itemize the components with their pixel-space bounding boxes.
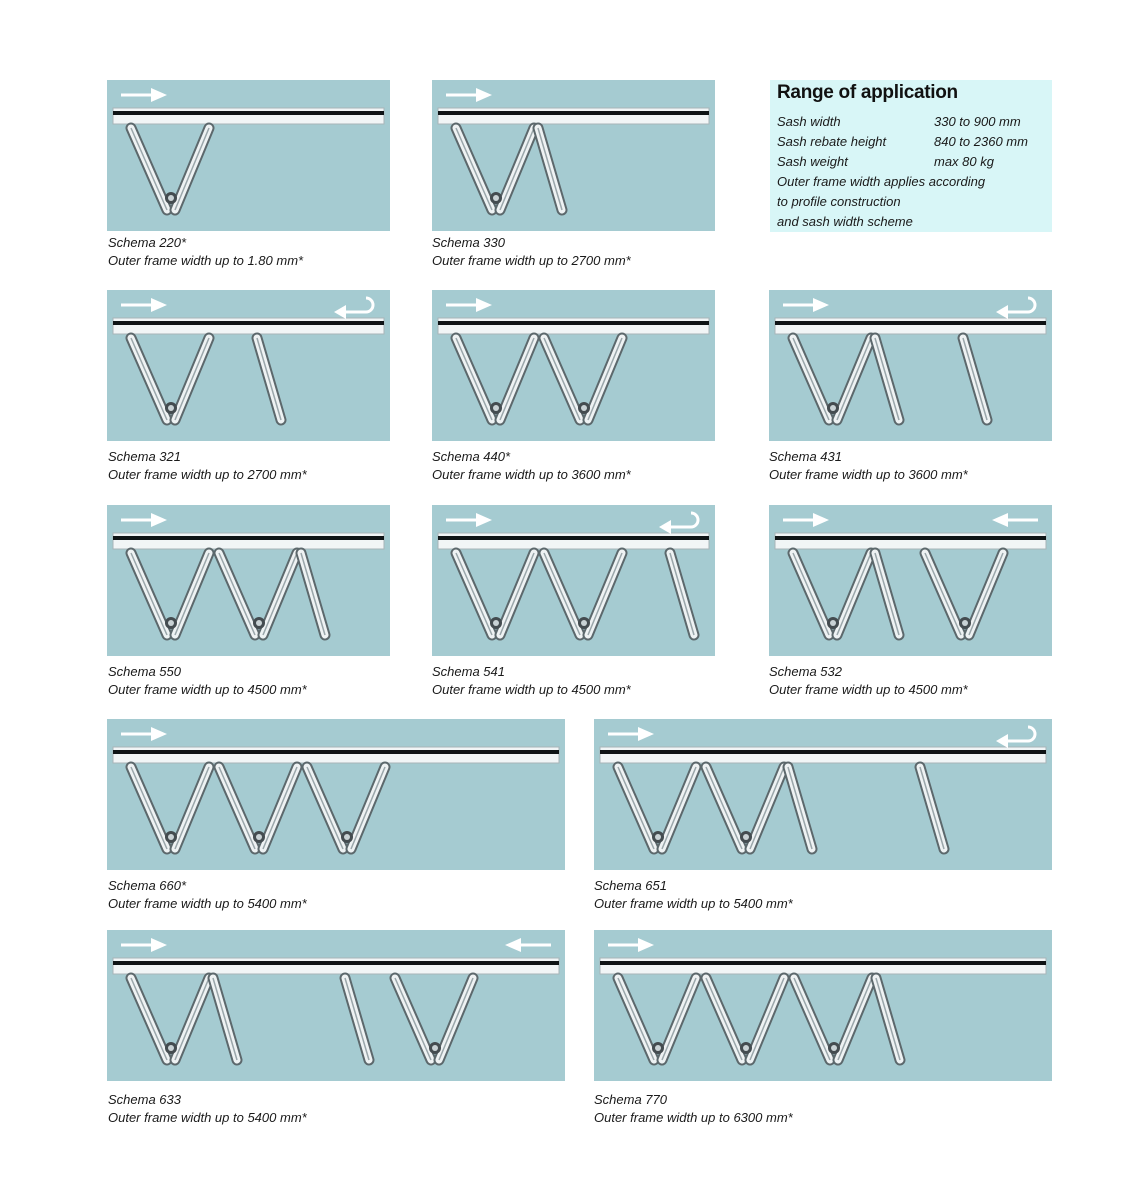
range-value: 840 to 2360 mm bbox=[934, 134, 1028, 149]
schema-name: Schema 440* bbox=[432, 449, 511, 464]
schema-name: Schema 321 bbox=[108, 449, 181, 464]
schema-name: Schema 431 bbox=[769, 449, 842, 464]
schema-caption bbox=[108, 1091, 307, 1127]
return-arrow-icon bbox=[996, 727, 1035, 748]
sash-pair bbox=[307, 767, 385, 849]
sash-single bbox=[788, 767, 812, 849]
schema-illustration bbox=[594, 930, 1052, 1081]
sash-pair bbox=[456, 338, 534, 420]
schema-width-text: Outer frame width up to 4500 mm* bbox=[769, 682, 968, 697]
sash-pair bbox=[544, 338, 622, 420]
schema-caption bbox=[594, 877, 793, 913]
sash-pair bbox=[618, 978, 696, 1060]
range-value: 330 to 900 mm bbox=[934, 114, 1021, 129]
sash-pair bbox=[706, 978, 784, 1060]
sash-pair bbox=[131, 553, 209, 635]
track-rail bbox=[113, 958, 559, 974]
schema-width-text: Outer frame width up to 2700 mm* bbox=[432, 253, 631, 268]
return-arrow-icon bbox=[996, 298, 1035, 319]
return-arrow-icon bbox=[659, 513, 698, 534]
schema-illustration bbox=[107, 80, 390, 231]
sash-single bbox=[213, 978, 237, 1060]
sash-single bbox=[538, 128, 562, 210]
range-row-rebate-height bbox=[777, 132, 1028, 152]
range-note-line: to profile construction bbox=[777, 194, 901, 209]
schema-name: Schema 770 bbox=[594, 1092, 667, 1107]
range-row-sash-width bbox=[777, 112, 1021, 132]
schema-caption bbox=[432, 234, 631, 270]
schema-caption bbox=[769, 448, 968, 484]
track-rail bbox=[113, 747, 559, 763]
schema-name: Schema 550 bbox=[108, 664, 181, 679]
sash-single bbox=[301, 553, 325, 635]
schema-caption bbox=[594, 1091, 793, 1127]
range-label: Sash weight bbox=[777, 154, 848, 169]
sash-pair bbox=[131, 767, 209, 849]
arrow-right-icon bbox=[121, 298, 167, 312]
schema-illustration bbox=[432, 80, 715, 231]
schema-name: Schema 220* bbox=[108, 235, 187, 250]
range-label: Sash width bbox=[777, 114, 841, 129]
arrow-right-icon bbox=[121, 88, 167, 102]
schema-caption bbox=[432, 448, 631, 484]
schema-width-text: Outer frame width up to 5400 mm* bbox=[594, 896, 793, 911]
schema-name: Schema 541 bbox=[432, 664, 505, 679]
sash-single bbox=[875, 553, 899, 635]
schema-illustration bbox=[107, 505, 390, 656]
sash-pair bbox=[793, 553, 871, 635]
sash-pair bbox=[618, 767, 696, 849]
track-rail bbox=[600, 958, 1046, 974]
sash-pair bbox=[456, 553, 534, 635]
track-rail bbox=[775, 318, 1046, 334]
track-rail bbox=[775, 533, 1046, 549]
schema-width-text: Outer frame width up to 1.80 mm* bbox=[108, 253, 304, 268]
sash-pair bbox=[131, 338, 209, 420]
schema-illustration bbox=[432, 505, 715, 656]
schema-illustration bbox=[107, 930, 565, 1081]
schema-illustration bbox=[769, 505, 1052, 656]
range-label: Sash rebate height bbox=[777, 134, 887, 149]
schema-name: Schema 660* bbox=[108, 878, 187, 893]
sash-single bbox=[345, 978, 369, 1060]
sash-pair bbox=[456, 128, 534, 210]
sash-pair bbox=[794, 978, 872, 1060]
range-row-sash-weight bbox=[777, 152, 994, 172]
schema-name: Schema 633 bbox=[108, 1092, 181, 1107]
arrow-right-icon bbox=[121, 727, 167, 741]
schema-illustration bbox=[432, 290, 715, 441]
sash-single bbox=[670, 553, 694, 635]
arrow-right-icon bbox=[121, 513, 167, 527]
schema-illustration bbox=[107, 290, 390, 441]
sash-single bbox=[875, 338, 899, 420]
track-rail bbox=[113, 108, 384, 124]
sash-pair bbox=[544, 553, 622, 635]
sash-pair bbox=[706, 767, 784, 849]
arrow-right-icon bbox=[783, 513, 829, 527]
sash-single bbox=[257, 338, 281, 420]
sash-pair bbox=[395, 978, 473, 1060]
sash-pair bbox=[131, 128, 209, 210]
schema-name: Schema 330 bbox=[432, 235, 505, 250]
range-note-line: Outer frame width applies according bbox=[777, 174, 986, 189]
schema-name: Schema 651 bbox=[594, 878, 667, 893]
schema-width-text: Outer frame width up to 4500 mm* bbox=[432, 682, 631, 697]
range-of-application-box bbox=[770, 80, 1052, 232]
schema-width-text: Outer frame width up to 2700 mm* bbox=[108, 467, 307, 482]
arrow-right-icon bbox=[121, 938, 167, 952]
arrow-right-icon bbox=[446, 298, 492, 312]
arrow-right-icon bbox=[446, 513, 492, 527]
arrow-right-icon bbox=[608, 727, 654, 741]
sash-pair bbox=[131, 978, 209, 1060]
range-rows bbox=[777, 112, 1028, 232]
track-rail bbox=[600, 747, 1046, 763]
sash-single bbox=[963, 338, 987, 420]
sash-pair bbox=[793, 338, 871, 420]
range-value: max 80 kg bbox=[934, 154, 994, 169]
return-arrow-icon bbox=[334, 298, 373, 319]
sash-pair bbox=[219, 553, 297, 635]
schema-name: Schema 532 bbox=[769, 664, 842, 679]
schema-caption bbox=[108, 877, 307, 913]
arrow-left-icon bbox=[505, 938, 551, 952]
schema-caption bbox=[108, 234, 303, 270]
range-note-line: and sash width scheme bbox=[777, 214, 913, 229]
sash-pair bbox=[219, 767, 297, 849]
schema-illustration bbox=[107, 719, 565, 870]
track-rail bbox=[438, 318, 709, 334]
schema-caption bbox=[108, 663, 307, 699]
schema-width-text: Outer frame width up to 5400 mm* bbox=[108, 1110, 307, 1125]
sash-single bbox=[920, 767, 944, 849]
schema-illustration bbox=[594, 719, 1052, 870]
track-rail bbox=[113, 318, 384, 334]
schema-caption bbox=[769, 663, 968, 699]
schema-width-text: Outer frame width up to 3600 mm* bbox=[769, 467, 968, 482]
schema-illustration bbox=[769, 290, 1052, 441]
track-rail bbox=[113, 533, 384, 549]
sash-single bbox=[876, 978, 900, 1060]
track-rail bbox=[438, 533, 709, 549]
schema-caption bbox=[432, 663, 631, 699]
schema-width-text: Outer frame width up to 6300 mm* bbox=[594, 1110, 793, 1125]
schema-width-text: Outer frame width up to 4500 mm* bbox=[108, 682, 307, 697]
arrow-left-icon bbox=[992, 513, 1038, 527]
arrow-right-icon bbox=[783, 298, 829, 312]
arrow-right-icon bbox=[446, 88, 492, 102]
arrow-right-icon bbox=[608, 938, 654, 952]
sash-pair bbox=[925, 553, 1003, 635]
schema-width-text: Outer frame width up to 3600 mm* bbox=[432, 467, 631, 482]
range-title: Range of application bbox=[777, 82, 958, 103]
schema-caption bbox=[108, 448, 307, 484]
schema-width-text: Outer frame width up to 5400 mm* bbox=[108, 896, 307, 911]
track-rail bbox=[438, 108, 709, 124]
